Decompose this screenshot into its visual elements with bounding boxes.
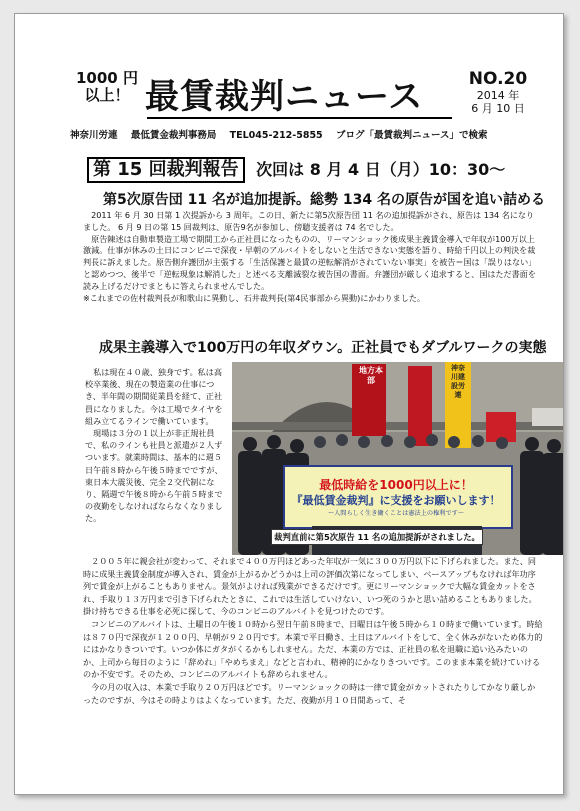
telephone: TEL045-212-5855 bbox=[229, 130, 323, 141]
newsletter-page bbox=[14, 13, 564, 795]
org-name: 神奈川労連 bbox=[70, 130, 118, 141]
title-underline bbox=[147, 117, 452, 119]
price-line-1: 1000 円 bbox=[76, 69, 138, 87]
article-paragraph: コンビニのアルバイトは、土曜日の午後１０時から翌日午前８時まで、日曜日は午後５時から１０時まで働いています。時給は８７０円で深夜が１２００円、早朝が９２０円です。本業で平日働き、土日はアルバイトをして、全く休みがないため体力的にはかなりきついです。いつか体にガタがくるかもしれません。ただ、本業の方では、正社員の私を退職に追い込みたいのか、上司から毎日のように「辞めれ」「やめちまえ」などと言われ、精神的にかなりきついです。このまま本業を続けていけるのか不安です。そのため、コンビニのアルバイトも辞められません。 bbox=[83, 618, 543, 680]
blog-search: ブログ「最賃裁判ニュース」で検索 bbox=[335, 130, 488, 141]
price-slogan bbox=[67, 70, 147, 104]
report-heading bbox=[87, 157, 505, 183]
article-paragraph: ２００５年に親会社が変わって、それまで４００万円ほどあった年収が一気に３００万円以下に下げられました。また、同時に成果主義賃金制度が導入され、賃金が上がるかどうかは上司の評価次第になってしまい、ベースアップもなければ年功序列で賃金が上がることもありません。景気がよければ残業ができるだけです。更にリーマンショックで大幅な賃金カットをされ、手取り１３万円まで引き下げられたときに、これでは生活していけない、いつ死のうかと思い詰めることもありました。掛け持ちできる仕事を必死に探して、今のコンビニのアルバイトを見つけたのです。 bbox=[83, 556, 537, 617]
issue-info bbox=[458, 69, 538, 115]
article-paragraph: 現場は３分の１以上が非正規社員で、私のラインも社員と派遣が２人ずついます。就業時間は、基本的に週５日午前８時から午後５時までですが、東日本大震災後、完全２交代制になり、隔週で午後８時から午前５時までの夜勤をしなければならなくなりました。 bbox=[85, 428, 223, 524]
article-heading: 成果主義導入で100万円の年収ダウン。正社員でもダブルワークの実態 bbox=[99, 340, 547, 356]
sign-left-text: 地方本部 bbox=[359, 366, 383, 385]
report-lead: 第5次原告団 11 名が追加提訴。総勢 134 名の原告が国を追い詰める bbox=[103, 192, 545, 208]
issue-date: 6 月 10 日 bbox=[471, 102, 525, 115]
banner-line-2: 『最低賃金裁判』に支援をお願いします！ bbox=[291, 494, 501, 507]
office-name: 最低賃金裁判事務局 bbox=[130, 130, 217, 141]
banner-line-1: 最低時給を1000円以上に！ bbox=[319, 478, 473, 492]
banner-line-3: ～人間らしく生き働くことは憲法上の権利です～ bbox=[327, 510, 465, 517]
rally-photo bbox=[232, 362, 564, 555]
issue-number: NO.20 bbox=[468, 69, 528, 89]
rally-photo-image bbox=[232, 362, 564, 555]
article-left-column bbox=[85, 366, 226, 525]
article-body bbox=[83, 555, 543, 706]
report-paragraph: 2011 年 6 月 30 日第 1 次提訴から 3 周年。この日、新たに第5次原告団 11 名の追加提訴がされ、原告は 134 名になりました。 6 月 9 日の第 15 回裁判は、原告9名が参加し、傍聴支援者は 74 名でした。 bbox=[83, 210, 535, 232]
report-label: 第 15 回裁判報告 bbox=[87, 157, 245, 183]
report-body bbox=[83, 210, 541, 304]
report-paragraph: 原告陳述は自動車製造工場で期間工から正社員になったものの、リーマンショック後成果主義賃金導入で年収が100万以上激減。仕事が休みの土日にコンビニで深夜・早朝のアルバイトをしないと生活できない実態を語り、時給千円以上の判決を裁判長に訴えました。原告側弁護団が主張する「生活保護と最賃の逆転解消がされていない事実」を被告＝国は「誤りはない」と認めつつ、後半で「逆転現象は解消した」と述べる支離滅裂な被告国の書面。弁護団が厳しく追求すると、国はただ書面を読み上げるだけでまともに答えられませんでした。 bbox=[83, 233, 537, 291]
sign-right-text: 神奈川建設労連 bbox=[451, 364, 465, 399]
photo-caption: 裁判直前に第5次原告 11 名の追加提訴がされました。 bbox=[271, 529, 483, 545]
organization-line bbox=[70, 127, 498, 141]
issue-year: 2014 年 bbox=[476, 89, 520, 102]
article-paragraph: 今の月の収入は、本業で手取り２０万円ほどです。リーマンショックの時は一律で賃金がカットされたりしてかなり厳しかったのですが、今はその時よりはよくなっています。ただ、夜勤が月１０日間あって、そ bbox=[83, 681, 536, 705]
report-note: ※これまでの佐村裁判長が和歌山に異動し、石井裁判長(第4民事部から異動)にかわりました。 bbox=[83, 292, 426, 303]
newsletter-title: 最賃裁判ニュース bbox=[145, 77, 424, 117]
next-hearing: 次回は 8 月 4 日（月）10：30～ bbox=[256, 160, 506, 179]
price-line-2: 以上！ bbox=[84, 86, 130, 104]
article-paragraph: 私は現在４０歳、独身です。私は高校卒業後、現在の製造業の仕事につき、半年間の期間従業員を経て、正社員になりました。今は工場でタイヤを組み立てるラインで働いています。 bbox=[85, 367, 223, 426]
